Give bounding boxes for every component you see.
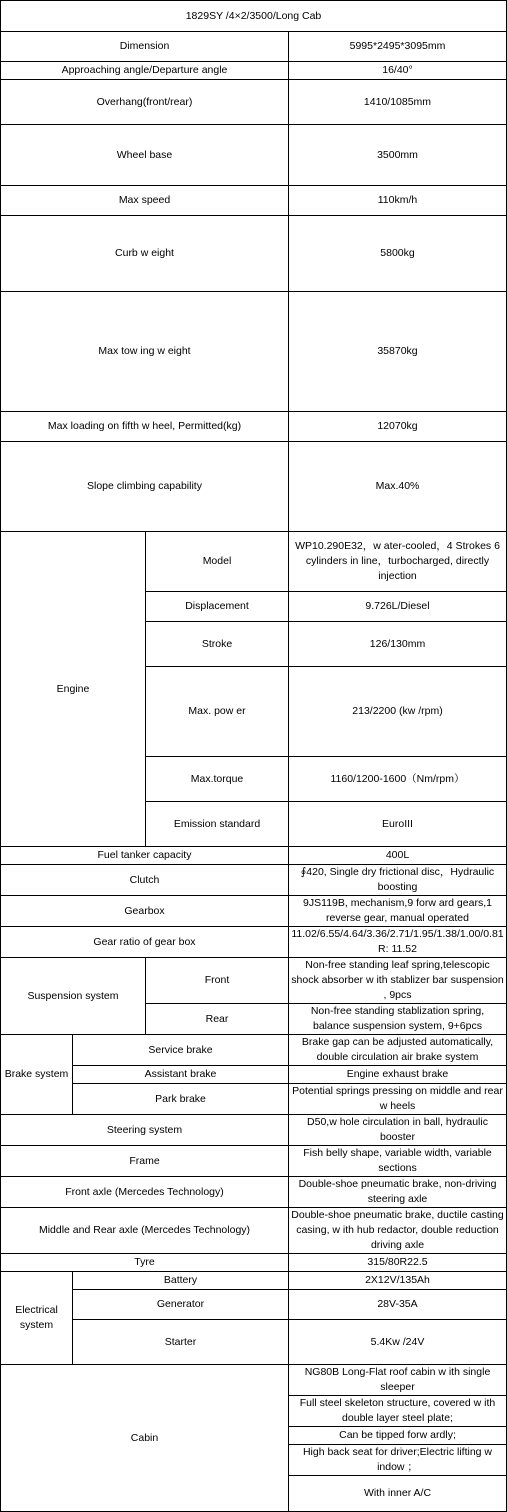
table-row (1, 442, 507, 532)
row-value: WP10.290E32，w ater-cooled，4 Strokes 6 cylinders in line，turbocharged, directly injection (289, 532, 507, 592)
table-row (1, 1320, 507, 1365)
row-value: 126/130mm (289, 622, 507, 667)
row-value: Fish belly shape, variable width, variable sections (289, 1146, 507, 1177)
row-label: Emission standard (146, 802, 289, 847)
row-label: Max tow ing w eight (1, 292, 289, 412)
row-value: Can be tipped forw ardly; (289, 1427, 507, 1445)
row-label: Max speed (1, 186, 289, 216)
table-row (1, 1254, 507, 1272)
group-label-electrical: Electrical system (1, 1272, 73, 1365)
table-row (1, 1272, 507, 1290)
row-value: 35870kg (289, 292, 507, 412)
row-value: 315/80R22.5 (289, 1254, 507, 1272)
row-value: 400L (289, 847, 507, 865)
table-title: 1829SY /4×2/3500/Long Cab (1, 1, 507, 32)
row-label: Stroke (146, 622, 289, 667)
row-label: Gear ratio of gear box (1, 927, 289, 958)
table-row (1, 1146, 507, 1177)
row-value: 5995*2495*3095mm (289, 32, 507, 62)
row-label: Tyre (1, 1254, 289, 1272)
group-label-engine: Engine (1, 532, 146, 847)
table-row (1, 1035, 507, 1066)
table-row (1, 532, 507, 592)
row-label: Front (146, 958, 289, 1004)
table-row (1, 1365, 507, 1396)
table-row (1, 62, 507, 80)
row-label: Service brake (73, 1035, 289, 1066)
table-row (1, 847, 507, 865)
row-label: Assistant brake (73, 1066, 289, 1084)
table-row (1, 125, 507, 186)
row-value: Brake gap can be adjusted automatically, double circulation air brake system (289, 1035, 507, 1066)
row-label: Middle and Rear axle (Mercedes Technology) (1, 1208, 289, 1254)
row-value: 5.4Kw /24V (289, 1320, 507, 1365)
row-label: Curb w eight (1, 216, 289, 292)
row-label: Battery (73, 1272, 289, 1290)
row-label: Model (146, 532, 289, 592)
row-value: 110km/h (289, 186, 507, 216)
row-label: Clutch (1, 865, 289, 896)
row-label: Frame (1, 1146, 289, 1177)
row-value: 9.726L/Diesel (289, 592, 507, 622)
row-label: Steering system (1, 1115, 289, 1146)
row-label: Fuel tanker capacity (1, 847, 289, 865)
group-label-brake: Brake system (1, 1035, 73, 1115)
row-label: Max loading on fifth w heel, Permitted(kg) (1, 412, 289, 442)
row-value: Full steel skeleton structure, covered w ith double layer steel plate; (289, 1396, 507, 1427)
row-label: Gearbox (1, 896, 289, 927)
row-label: Park brake (73, 1084, 289, 1115)
table-row (1, 958, 507, 1004)
row-value: 12070kg (289, 412, 507, 442)
table-row (1, 1290, 507, 1320)
table-row (1, 865, 507, 896)
row-label: Max.torque (146, 757, 289, 802)
row-value: 2X12V/135Ah (289, 1272, 507, 1290)
table-row (1, 80, 507, 125)
row-label: Approaching angle/Departure angle (1, 62, 289, 80)
row-value: 9JS119B, mechanism,9 forw ard gears,1 reverse gear, manual operated (289, 896, 507, 927)
row-label: Max. pow er (146, 667, 289, 757)
table-row (1, 32, 507, 62)
row-value: ∮420, Single dry frictional disc，Hydraulic boosting (289, 865, 507, 896)
row-value: 11.02/6.55/4.64/3.36/2.71/1.95/1.38/1.00/0.81 R: 11.52 (289, 927, 507, 958)
table-row (1, 292, 507, 412)
row-value: 213/2200 (kw /rpm) (289, 667, 507, 757)
row-label: Front axle (Mercedes Technology) (1, 1177, 289, 1208)
row-value: Non-free standing stablization spring, balance suspension system, 9+6pcs (289, 1004, 507, 1035)
row-value: With inner A/C (289, 1476, 507, 1512)
table-row (1, 216, 507, 292)
row-value: Double-shoe pneumatic brake, ductile casting casing, w ith hub redactor, double reduction driving axle (289, 1208, 507, 1254)
table-row (1, 1208, 507, 1254)
table-row (1, 1066, 507, 1084)
table-row (1, 412, 507, 442)
table-row (1, 1177, 507, 1208)
row-label: Overhang(front/rear) (1, 80, 289, 125)
title-row (1, 1, 507, 32)
row-value: D50,w hole circulation in ball, hydraulic booster (289, 1115, 507, 1146)
row-label: Starter (73, 1320, 289, 1365)
row-label: Displacement (146, 592, 289, 622)
table-row (1, 1084, 507, 1115)
row-value: Potential springs pressing on middle and rear w heels (289, 1084, 507, 1115)
row-value: Max.40% (289, 442, 507, 532)
table-row (1, 927, 507, 958)
row-value: 5800kg (289, 216, 507, 292)
row-label: Slope climbing capability (1, 442, 289, 532)
row-label: Wheel base (1, 125, 289, 186)
row-value: 28V-35A (289, 1290, 507, 1320)
row-value: EuroIII (289, 802, 507, 847)
table-row (1, 186, 507, 216)
row-value: Engine exhaust brake (289, 1066, 507, 1084)
row-value: 3500mm (289, 125, 507, 186)
group-label-cabin: Cabin (1, 1365, 289, 1512)
row-label: Rear (146, 1004, 289, 1035)
row-value: Non-free standing leaf spring,telescopic shock absorber w ith stablizer bar suspension , 9pcs (289, 958, 507, 1004)
row-value: NG80B Long-Flat roof cabin w ith single sleeper (289, 1365, 507, 1396)
row-value: 16/40° (289, 62, 507, 80)
table-row (1, 1115, 507, 1146)
table-row (1, 896, 507, 927)
row-value: High back seat for driver;Electric lifting w indow ； (289, 1445, 507, 1476)
row-label: Dimension (1, 32, 289, 62)
row-value: Double-shoe pneumatic brake, non-driving steering axle (289, 1177, 507, 1208)
row-value: 1160/1200-1600（Nm/rpm） (289, 757, 507, 802)
row-label: Generator (73, 1290, 289, 1320)
group-label-suspension: Suspension system (1, 958, 146, 1035)
row-value: 1410/1085mm (289, 80, 507, 125)
